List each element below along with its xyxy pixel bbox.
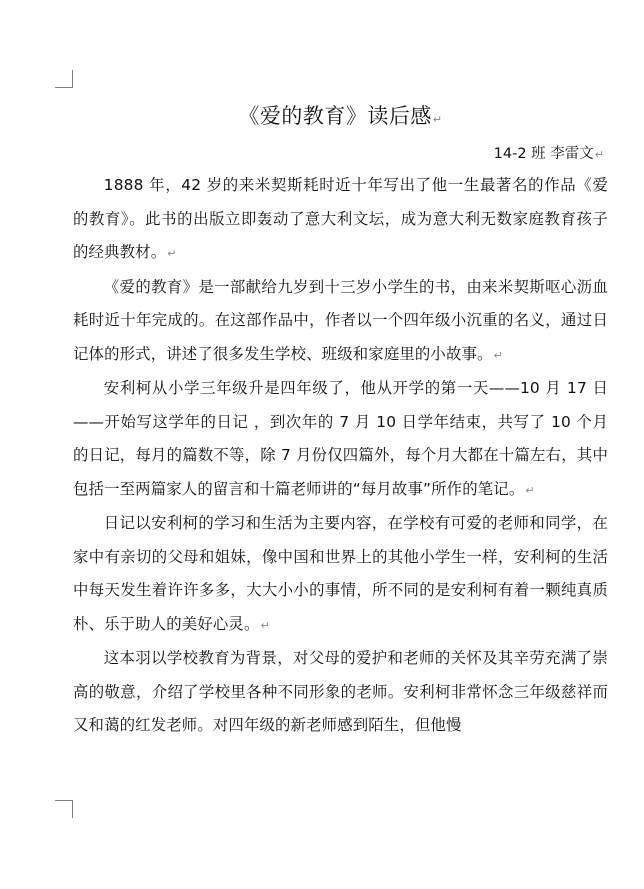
paragraph-mark: ↵ <box>167 247 177 260</box>
crop-mark-top-left <box>55 70 73 88</box>
author-line: 14-2 班 李雷文↵ <box>493 146 604 162</box>
document-title: 《爱的教育》读后感↵ <box>238 104 443 128</box>
paragraph-mark: ↵ <box>594 148 604 161</box>
paragraph-1: 1888 年，42 岁的来米契斯耗时近十年写出了他一生最著名的作品《爱的教育》。此书的出版立即轰动了意大利文坛，成为意大利无数家庭教育孩子的经典教材。↵ <box>73 176 608 261</box>
paragraph-2: 《爱的教育》是一部献给九岁到十三岁小学生的书，由来米契斯呕心沥血耗时近十年完成的。在这部作品中，作者以一个四年级小沉重的名义，通过日记体的形式，讲述了很多发生学校、班级和家庭里的小故事。↵ <box>73 277 608 363</box>
document-body[interactable] <box>73 98 608 743</box>
paragraph-mark: ↵ <box>493 348 503 362</box>
paragraph-mark: ↵ <box>260 618 270 632</box>
paragraph-3: 安利柯从小学三年级升是四年级了，他从开学的第一天——10 月 17 日——开始写这学年的日记 ，到次年的 7 月 10 日学年结束，共写了 10 个月的日记，每月的篇数不等，除 7 月份仅四篇外，每个月大都在十篇左右，其中包括一至两篇家人的留言和十篇老师讲的“每月故事”所作的笔记。↵ <box>73 379 608 498</box>
paragraph-4: 日记以安利柯的学习和生活为主要内容，在学校有可爱的老师和同学，在家中有亲切的父母和姐妹，像中国和世界上的其他小学生一样，安利柯的生活中每天发生着许许多多，大大小小的事情，所不同的是安利柯有着一颗纯真质朴、乐于助人的美好心灵。↵ <box>73 514 608 633</box>
paragraph-mark: ↵ <box>432 113 443 126</box>
paragraph-mark: ↵ <box>525 483 535 497</box>
paragraph-5: 这本羽以学校教育为背景，对父母的爱护和老师的关怀及其辛劳充满了崇高的敬意，介绍了学校里各种不同形象的老师。安利柯非常怀念三年级慈祥而又和蔼的红发老师。对四年级的新老师感到陌生，但他慢 <box>73 649 608 734</box>
crop-mark-bottom-left <box>55 800 73 818</box>
